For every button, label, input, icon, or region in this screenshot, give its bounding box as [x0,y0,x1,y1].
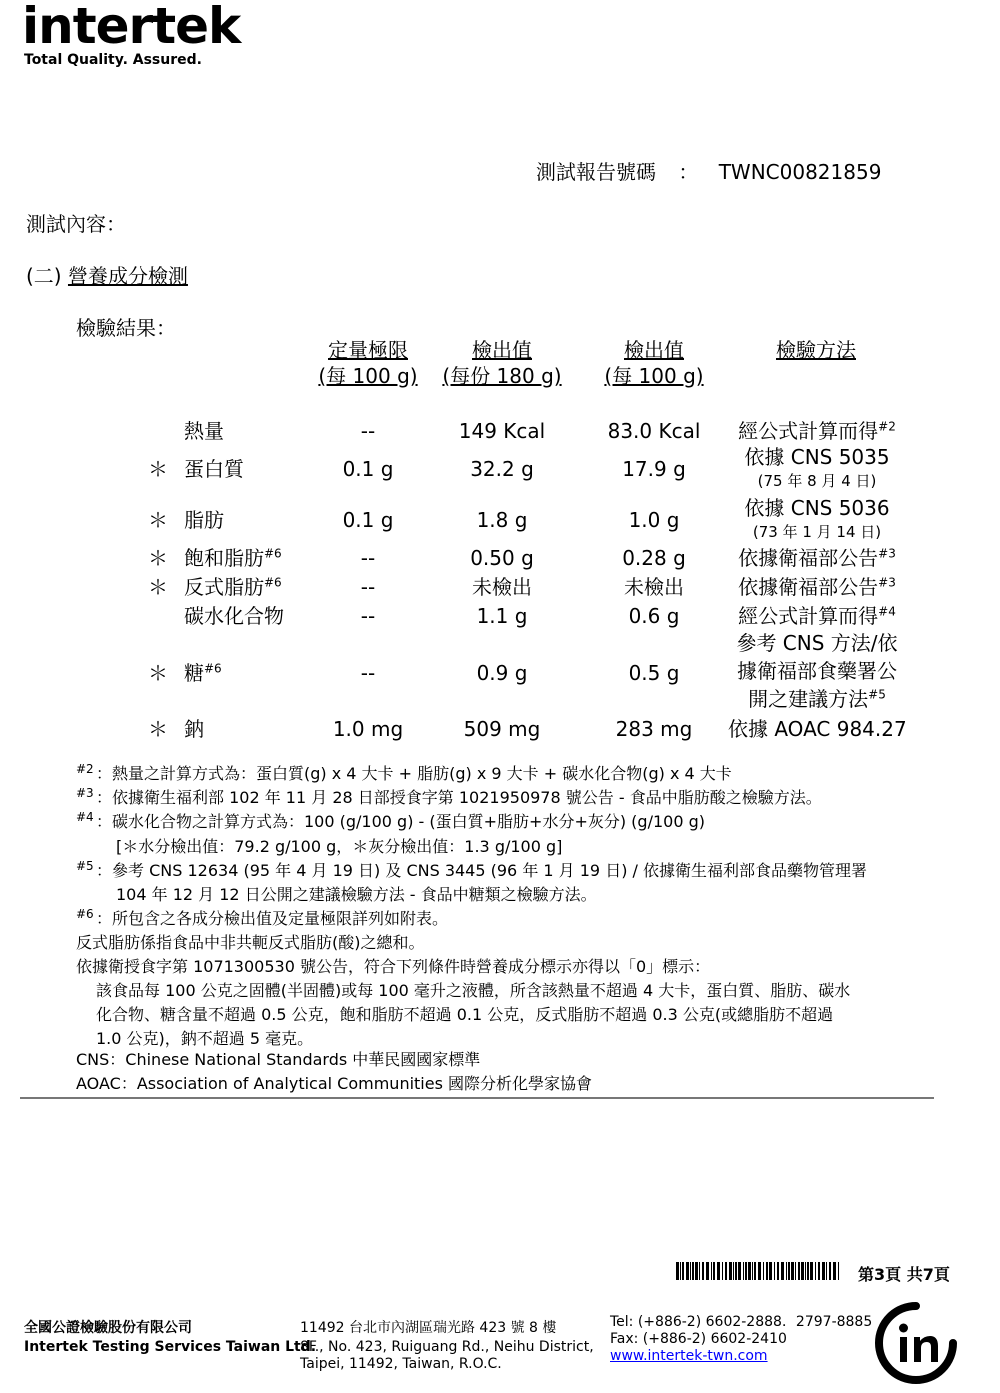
nutrient-name-text: 蛋白質 [184,457,244,481]
method-text [728,418,906,444]
note-line: CNS：Chinese National Standards 中華民國國家標準 [76,1050,481,1069]
barcode-icon [676,1262,841,1280]
loq-value: 0.1 g [342,508,394,532]
col-header-line1: 檢驗方法 [776,338,856,362]
nutrient-name-text: 脂肪 [184,508,224,532]
col-header-per-serving [436,337,568,389]
loq-value: 0.1 g [342,457,394,481]
method-footnote-ref: #3 [878,575,896,590]
col-header-loq [312,337,424,389]
per-serving-value: 1.1 g [476,604,528,628]
method-text-value: 依據衛福部公告 [738,575,879,599]
method-line [728,630,906,656]
per-100g-value: 0.6 g [628,604,680,628]
method-footnote-ref: #3 [878,546,896,561]
loq-value: -- [360,661,376,685]
per-100g-value: 0.5 g [628,661,680,685]
row-asterisk: ＊ [148,508,168,532]
tel: Tel: (+886-2) 6602-2888．2797-8885 [610,1314,873,1330]
nutrient-name-text: 熱量 [184,419,224,443]
loq-value: -- [360,546,376,570]
nutrient-name-text: 飽和脂肪 [184,546,264,570]
method-text [728,603,906,629]
note-line: AOAC：Association of Analytical Communities 國際分析化學家協會 [76,1074,593,1093]
col-header-line1: 檢出值 [624,338,684,362]
method-line [728,658,906,684]
footnote-tag: #3 [76,786,94,800]
per-100g-value: 283 mg [615,717,693,741]
report-sep: ： [678,160,699,184]
method-text [728,495,906,521]
method-line-text: 據衛福部食藥署公 [737,659,897,683]
footnote-tag: #6 [76,907,94,921]
method-text-value: 依據 AOAC 984.27 [728,717,907,741]
method-text-value: 依據衛福部公告 [738,546,879,570]
row-asterisk: ＊ [148,661,168,685]
website-link[interactable]: www.intertek-twn.com [610,1348,768,1364]
report-number: TWNC00821859 [718,160,882,184]
nutrient-name [184,660,222,686]
method-line-text: 參考 CNS 方法/依 [736,631,898,655]
method-footnote-ref: #4 [878,604,896,619]
note-line: 該食品每 100 公克之固體(半固體)或每 100 毫升之液體，所含該熱量不超過 4 大卡，蛋白質、脂肪、碳水 [96,981,851,1000]
method-footnote-ref: #2 [878,419,896,434]
col-header-line1: 檢出值 [472,338,532,362]
note-line: 反式脂肪係指食品中非共軛反式脂肪(酸)之總和。 [76,933,425,952]
col-header-line2: (每 100 g) [604,364,704,388]
method-text [728,444,906,470]
method-text [728,545,906,571]
col-header-per-100g [598,337,710,389]
row-asterisk: ＊ [148,457,168,481]
col-header-line2: (每份 180 g) [442,364,562,388]
address-block [300,1320,594,1373]
per-serving-value: 未檢出 [472,575,532,599]
method-footnote-ref: #5 [868,687,886,702]
footnote-text: ：依據衛生福利部 102 年 11 月 28 日部授食字第 1021950978 號公告 - 食品中脂肪酸之檢驗方法。 [96,788,822,807]
footnote-tag: #5 [76,859,94,873]
report-label: 測試報告號碼 [536,160,656,184]
footnote-tag: #2 [76,762,94,776]
address-en-line1: 8F., No. 423, Ruiguang Rd., Neihu District, [300,1339,594,1355]
method-text-value: 依據 CNS 5036 [744,496,890,520]
nutrient-footnote-ref: #6 [264,575,282,590]
per-100g-value: 未檢出 [624,575,684,599]
nutrient-name [184,456,244,482]
section-title [26,260,188,289]
loq-value: -- [360,419,376,443]
nutrient-name [184,418,224,444]
nutrient-name [184,603,284,629]
contact-block [610,1314,872,1365]
nutrient-name-text: 糖 [184,661,204,685]
results-label: 檢驗結果： [76,316,176,340]
per-serving-value: 0.9 g [476,661,528,685]
note-line: 依據衛授食字第 1071300530 號公告，符合下列條件時營養成分標示亦得以「0」標示： [76,957,711,976]
method-text-value: 依據 CNS 5035 [744,445,890,469]
tagline: Total Quality. Assured. [24,52,202,68]
fax: Fax: (+886-2) 6602-2410 [610,1331,787,1347]
method-text [728,574,906,600]
method-line [728,686,906,712]
section-prefix: (二) [26,264,62,288]
col-header-line1: 定量極限 [328,338,408,362]
report-number-line [536,156,881,185]
method-date-note: (75 年 8 月 4 日) [757,472,877,490]
footnote-text: ：熱量之計算方式為：蛋白質(g) x 4 大卡 + 脂肪(g) x 9 大卡 + 碳水化合物(g) x 4 大卡 [96,764,732,783]
nutrient-footnote-ref: #6 [204,661,222,676]
address-zh: 11492 台北市內湖區瑞光路 423 號 8 樓 [300,1320,557,1336]
per-100g-value: 83.0 Kcal [607,419,701,443]
footnote-tag: #4 [76,810,94,824]
test-content-heading: 測試內容： [26,212,126,236]
method-date-note: (73 年 1 月 14 日) [752,523,882,541]
company-block [24,1320,316,1356]
nutrient-name [184,507,224,533]
nutrient-name [184,716,204,742]
company-name-en: Intertek Testing Services Taiwan Ltd. [24,1339,317,1355]
note-line: 1.0 公克)，鈉不超過 5 毫克。 [96,1029,314,1048]
section-title-text: 營養成分檢測 [67,264,188,288]
per-serving-value: 0.50 g [470,546,534,570]
nutrient-name-text: 鈉 [184,717,204,741]
nutrient-name-text: 反式脂肪 [184,575,264,599]
loq-value: -- [360,604,376,628]
address-en-line2: Taipei, 11492, Taiwan, R.O.C. [300,1356,502,1372]
footnote-text: 104 年 12 月 12 日公開之建議檢驗方法 - 食品中糖類之檢驗方法。 [116,885,597,904]
nutrient-name-text: 碳水化合物 [184,604,284,628]
loq-value: -- [360,575,376,599]
row-asterisk: ＊ [148,717,168,741]
company-name-zh: 全國公證檢驗股份有限公司 [24,1320,192,1336]
nutrient-name [184,574,282,600]
per-serving-value: 32.2 g [470,457,534,481]
row-asterisk: ＊ [148,546,168,570]
row-asterisk: ＊ [148,575,168,599]
method-text-value: 經公式計算而得 [738,419,879,443]
method-line-text: 開之建議方法 [748,687,869,711]
per-serving-value: 509 mg [463,717,541,741]
col-header-method [760,337,872,363]
page-indicator: 第3頁 共7頁 [858,1265,950,1284]
intertek-logo: intertek [22,0,241,55]
intertek-in-logo-icon [874,1301,958,1385]
footnote-text: [＊水分檢出值：79.2 g/100 g，＊灰分檢出值：1.3 g/100 g] [116,837,563,856]
footnote-text: ：碳水化合物之計算方式為：100 (g/100 g) - (蛋白質+脂肪+水分+灰分) (g/100 g) [96,812,705,831]
method-text-value: 經公式計算而得 [738,604,879,628]
method-text [728,716,906,742]
per-serving-value: 149 Kcal [458,419,546,443]
loq-value: 1.0 mg [332,717,404,741]
footnote-text: ：所包含之各成分檢出值及定量極限詳列如附表。 [96,909,449,928]
footnote-text: ：參考 CNS 12634 (95 年 4 月 19 日) 及 CNS 3445 (96 年 1 月 19 日) / 依據衛生福利部食品藥物管理署 [96,861,868,880]
nutrient-name [184,545,282,571]
divider-line [20,1097,934,1099]
col-header-line2: (每 100 g) [318,364,418,388]
per-100g-value: 17.9 g [622,457,686,481]
per-100g-value: 1.0 g [628,508,680,532]
per-serving-value: 1.8 g [476,508,528,532]
note-line: 化合物、糖含量不超過 0.5 公克，飽和脂肪不超過 0.1 公克，反式脂肪不超過 0.3 公克(或總脂肪不超過 [96,1005,834,1024]
nutrient-footnote-ref: #6 [264,546,282,561]
per-100g-value: 0.28 g [622,546,686,570]
